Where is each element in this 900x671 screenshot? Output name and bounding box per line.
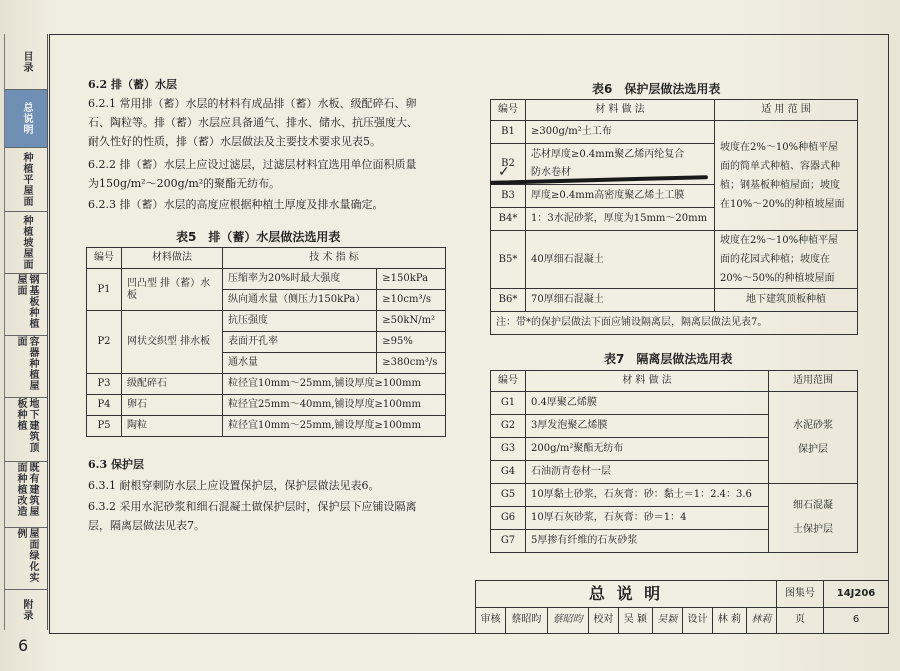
- atlas-label: 图集号: [777, 581, 824, 608]
- table-row: B1 ≥300g/m²土工布 坡度在2%～10%种植平屋 面的简单式种植、容器式种 植；钢基板种植屋面；坡度 在10%～20%的种植坡屋面: [491, 121, 858, 144]
- table-row: B5* 40厚细石混凝土 坡度在2%～10%种植平屋 面的花园式种植；坡度在 20%～50%的种植坡屋面: [491, 231, 858, 289]
- table-row: P1 凹凸型 排（蓄）水板 压缩率为20%时最大强度 ≥150kPa: [87, 269, 446, 290]
- para-6-2-1-line3: 耐久性好的性质，排（蓄）水层做法及主要技术要求见表5。: [88, 135, 381, 148]
- table-row: P4 卵石 粒径宜25mm～40mm,铺设厚度≥100mm: [87, 395, 446, 416]
- tab-retrofit-roof[interactable]: 既有建筑屋面种植改造: [5, 462, 47, 528]
- table-row: G2 3厚发泡聚乙烯膜: [491, 415, 858, 438]
- sidebar-tabs: [4, 34, 48, 630]
- title-block: 总 说 明 图集号 14J206 审核 蔡昭昀 蔡昭昀 校对 吴 颖 吴颖 设计 林 莉 林莉 页 6: [475, 580, 889, 634]
- title-block-page-number: 6: [824, 607, 889, 634]
- tab-roof-greening-examples[interactable]: 屋面绿化实例: [5, 528, 47, 590]
- table6-header-material: 材 料 做 法: [526, 100, 715, 121]
- tab-steel-deck-roof[interactable]: 钢基板种植屋面: [5, 274, 47, 336]
- tab-appendix[interactable]: 附录: [21, 599, 32, 621]
- page-number: 6: [18, 636, 29, 655]
- table6: [490, 99, 858, 335]
- table-row: G1 0.4厚聚乙烯膜 水泥砂浆 保护层: [491, 392, 858, 415]
- table-row: G6 10厚石灰砂浆，石灰膏：砂＝1：4: [491, 507, 858, 530]
- para-6-3-2-line2: 层，隔离层做法见表7。: [88, 519, 205, 532]
- table7-header-code: 编号: [491, 371, 526, 392]
- table5-header-material: 材料做法: [122, 248, 223, 269]
- table5-title: 表5 排（蓄）水层做法选用表: [176, 230, 341, 244]
- table7-header-scope: 适用范围: [769, 371, 858, 392]
- para-6-2-1-line2: 石、陶粒等。排（蓄）水层应具备通气、排水、储水、抗压强度大、: [88, 116, 418, 129]
- table-row: B3 厚度≥0.4mm高密度聚乙烯土工膜: [491, 185, 858, 208]
- tab-contents[interactable]: 目录: [5, 34, 47, 90]
- heading-6-3: 6.3 保护层: [88, 458, 144, 471]
- table6-scope-c: 地下建筑顶板种植: [715, 289, 858, 312]
- table6-header-code: 编号: [491, 100, 526, 121]
- atlas-number: 14J206: [824, 581, 889, 608]
- checker-signature: 吴颖: [652, 607, 682, 634]
- table7-scope-b: 细石混凝 土保护层: [769, 484, 858, 553]
- para-6-2-2-line1: 6.2.2 排（蓄）水层上应设过滤层，过滤层材料宜选用单位面积质量: [88, 158, 417, 171]
- table6-header-scope: 适 用 范 围: [715, 100, 858, 121]
- table6-title: 表6 保护层做法选用表: [592, 82, 721, 96]
- table-row: B6* 70厚细石混凝土 地下建筑顶板种植: [491, 289, 858, 312]
- tab-planted-sloped-roof[interactable]: 种植坡屋面: [5, 212, 47, 274]
- table7-header-material: 材 料 做 法: [526, 371, 769, 392]
- tab-underground-roof[interactable]: 地下建筑顶板种植: [5, 398, 47, 462]
- table7-scope-a: 水泥砂浆 保护层: [769, 392, 858, 484]
- table6-note: 注：带*的保护层做法下面应铺设隔离层，隔离层做法见表7。: [491, 312, 858, 335]
- heading-6-2: 6.2 排（蓄）水层: [88, 78, 177, 91]
- tab-container-roof[interactable]: 容器种植屋面: [5, 336, 47, 398]
- check-mark-icon: ✓: [498, 164, 510, 180]
- tab-planted-flat-roof[interactable]: 种植平屋面: [5, 148, 47, 212]
- para-6-3-1: 6.3.1 耐根穿刺防水层上应设置保护层，保护层做法见表6。: [88, 479, 380, 492]
- table7-title: 表7 隔离层做法选用表: [604, 352, 733, 366]
- table5-header-spec: 技 术 指 标: [223, 248, 446, 269]
- sheet-title: 总 说 明: [476, 581, 777, 608]
- table-row: B4* 1：3水泥砂浆，厚度为15mm～20mm: [491, 208, 858, 231]
- table-row: 纵向通水量（侧压力150kPa） ≥10cm³/s: [87, 290, 446, 311]
- table-row: G5 10厚黏土砂浆，石灰膏：砂：黏土＝1：2.4：3.6 细石混凝 土保护层: [491, 484, 858, 507]
- table-row: P3 级配碎石 粒径宜10mm～25mm,铺设厚度≥100mm: [87, 374, 446, 395]
- para-6-3-2-line1: 6.3.2 采用水泥砂浆和细石混凝土做保护层时，保护层下应铺设隔离: [88, 500, 417, 513]
- table-row: B2 芯材厚度≥0.4mm聚乙烯丙纶复合 防水卷材: [491, 144, 858, 185]
- para-6-2-3: 6.2.3 排（蓄）水层的高度应根据种植土厚度及排水量确定。: [88, 198, 384, 211]
- table-row: P2 网状交织型 排水板 抗压强度 ≥50kN/m²: [87, 311, 446, 332]
- table-row: G7 5厚掺有纤维的石灰砂浆: [491, 530, 858, 553]
- table7: [490, 370, 858, 553]
- tab-general-notes[interactable]: 总说明: [5, 90, 47, 148]
- table5: [86, 247, 446, 437]
- table-row: G3 200g/m²聚酯无纺布: [491, 438, 858, 461]
- table5-header-code: 编号: [87, 248, 122, 269]
- reviewer-signature: 蔡昭昀: [547, 607, 588, 634]
- para-6-2-2-line2: 为150g/m²～200g/m²的聚酯无纺布。: [88, 177, 281, 190]
- table-row: 表面开孔率 ≥95%: [87, 332, 446, 353]
- para-6-2-1-line1: 6.2.1 常用排（蓄）水层的材料有成品排（蓄）水板、级配碎石、卵: [88, 97, 417, 110]
- table6-scope-a: 坡度在2%～10%种植平屋 面的简单式种植、容器式种 植；钢基板种植屋面；坡度 在10%～20%的种植坡屋面: [715, 121, 858, 231]
- table-row: G4 石油沥青卷材一层: [491, 461, 858, 484]
- table6-scope-b: 坡度在2%～10%种植平屋 面的花园式种植；坡度在 20%～50%的种植坡屋面: [715, 231, 858, 289]
- designer-signature: 林莉: [746, 607, 776, 634]
- table-row: P5 陶粒 粒径宜10mm～25mm,铺设厚度≥100mm: [87, 416, 446, 437]
- table-row: 通水量 ≥380cm³/s: [87, 353, 446, 374]
